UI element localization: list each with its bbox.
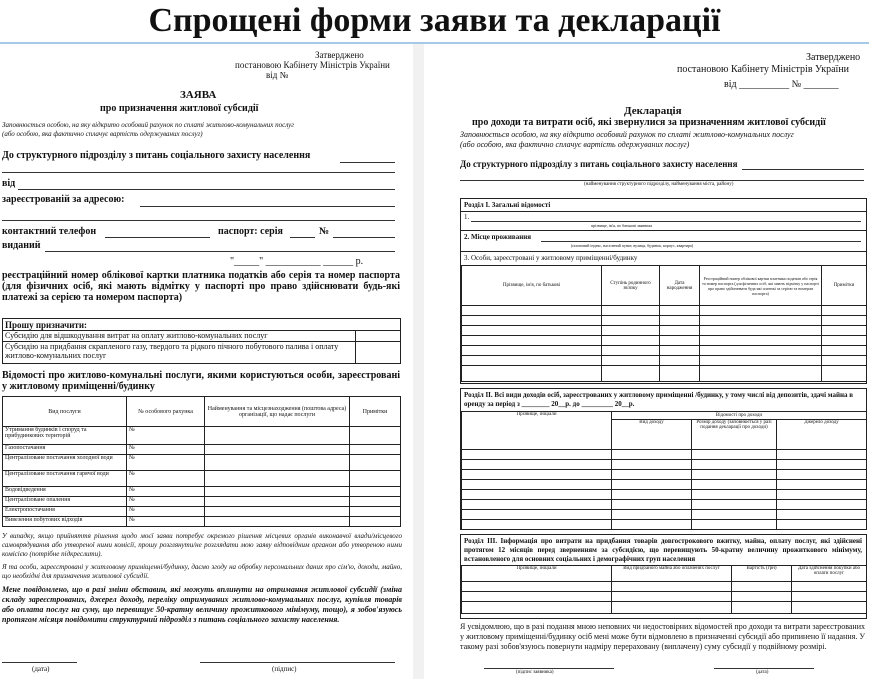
persons-header: Прізвище, ім'я, по батькові bbox=[462, 266, 602, 306]
applicant-name-caption: прізвище, ім'я, по батькові заявника bbox=[591, 223, 653, 228]
issued-label: виданий bbox=[2, 240, 41, 251]
applicant-name-row: 1. bbox=[464, 213, 470, 221]
registered-persons-label: 3. Особи, зареєстровані у житловому приміщенні/будинку bbox=[464, 254, 638, 262]
to-department: До структурного підрозділу з питань соціального захисту населення bbox=[460, 159, 738, 169]
svc-name: Утримання будинків і споруд та прибудинкових територій bbox=[3, 427, 127, 445]
services-table bbox=[2, 396, 401, 527]
approved-line3: від __________ № _______ bbox=[724, 79, 839, 90]
svc-account: № bbox=[127, 507, 205, 517]
income-header: Розмір доходу (заповнюється у разі подання декларації про доходи) bbox=[692, 420, 777, 450]
signature-caption: (підпис) bbox=[272, 665, 297, 673]
address-label: зареєстрованій за адресою: bbox=[2, 194, 125, 205]
declaration-date-caption: (дата) bbox=[756, 670, 769, 675]
svc-header: № особового рахунка bbox=[127, 397, 205, 427]
footnote-2: Я та особи, зареєстровані у житловому приміщенні/будинку, даємо згоду на обробку персональних даних про сім'ю, доходи, майно, що необхідні для призначення житлової субсидії. bbox=[2, 563, 402, 580]
registered-persons-table bbox=[461, 265, 867, 382]
application-form bbox=[0, 44, 413, 679]
title-bar bbox=[0, 0, 869, 45]
svc-name: Централізоване постачання холодної води bbox=[3, 455, 127, 471]
persons-header: Ступінь родинного зв'язку bbox=[602, 266, 660, 306]
closing-statement: Я усвідомлюю, що в разі подання мною неповних чи недостовірних відомостей про доходи та витрати зареєстрованих у житловому приміщенні/будинку осіб мені може бути відмовлено в призначенні субсидії або припинено її надання. У такому разі зобов'язуюсь повернути надміру перераховану (виплачену) суму субсидії у подвійному розмірі. bbox=[460, 622, 865, 651]
income-header: Прізвище, ініціали bbox=[462, 412, 612, 450]
svc-name: Газопостачання bbox=[3, 445, 127, 455]
slide-title: Спрощені форми заяви та декларації bbox=[148, 2, 721, 39]
svc-account: № bbox=[127, 497, 205, 507]
income-header: Вид доходу bbox=[612, 420, 692, 450]
svc-account: № bbox=[127, 517, 205, 527]
issue-date: "_____" ___________ ______ р. bbox=[230, 256, 364, 267]
persons-header: Реєстраційний номер облікової картки платника податків або серія та номер паспорта (для фізичних осіб, які мають відмітку у паспорті про право здійснювати будь-які платежі за серією та номером паспорта) bbox=[700, 266, 822, 306]
svc-name: Водовідведення bbox=[3, 487, 127, 497]
department-caption: (найменування структурного підрозділу, найменування міста, району) bbox=[584, 182, 734, 187]
svc-header: Вид послуги bbox=[3, 397, 127, 427]
request-option-2[interactable]: Субсидію на придбання скрапленого газу, твердого та рідкого пічного побутового палива і оплату житлово-комунальних послуг bbox=[5, 342, 339, 360]
footnote-3: Мене повідомлено, що в разі зміни обставин, які можуть вплинути на отримання житлової субсидії (зміна складу зареєстрованих, джерел доходу, переліку отримуваних житлово-комунальних послуг, купівля товарів або оплата послуг на суму, що перевищує 50-кратну величину прожиткового мінімуму, тощо), я зобов'язуюсь протягом місяця повідомити структурний підрозділ з питань соціального захисту населення. bbox=[2, 585, 402, 624]
request-header: Прошу призначити: bbox=[5, 320, 88, 330]
request-box bbox=[2, 318, 401, 364]
signature-date-caption: (дата) bbox=[32, 665, 50, 673]
request-option-1[interactable]: Субсидію для відшкодування витрат на оплату житлово-комунальних послуг bbox=[5, 331, 268, 340]
residence-label: 2. Місце проживання bbox=[464, 233, 532, 241]
income-header: Джерело доходу bbox=[777, 420, 867, 450]
section-3 bbox=[460, 534, 867, 619]
tax-id-text: реєстраційний номер облікової картки платника податків або серія та номер паспорта (для фізичних осіб, які мають відмітку у паспорті про право здійснювати будь-які платежі за серією та номером паспорта) bbox=[2, 270, 400, 303]
persons-header: Дата народження bbox=[660, 266, 700, 306]
svc-name: Вивезення побутових відходів bbox=[3, 517, 127, 527]
svc-name: Електропостачання bbox=[3, 507, 127, 517]
svc-header: Найменування та місцезнаходження (поштова адреса) організації, що надає послуги bbox=[205, 397, 350, 427]
form-subtitle: про призначення житлової субсидії bbox=[100, 103, 259, 114]
expenses-header: Дата здійснення покупки або оплати послуг bbox=[792, 566, 867, 582]
approved-line2: постановою Кабінету Міністрів України bbox=[677, 64, 850, 75]
page-gap bbox=[413, 44, 424, 679]
instruction-2: (або особою, яка фактично сплачує вартість одержуваних послуг) bbox=[2, 130, 203, 138]
svc-header: Примітки bbox=[350, 397, 401, 427]
instruction-1: Заповнюється особою, на яку відкрито особовий рахунок по сплаті житлово-комунальних послуг bbox=[2, 121, 294, 129]
svc-account: № bbox=[127, 427, 205, 445]
persons-header: Примітки bbox=[822, 266, 867, 306]
expenses-header: Прізвище, ініціали bbox=[462, 566, 612, 582]
phone-label: контактний телефон bbox=[2, 226, 97, 237]
svc-account: № bbox=[127, 471, 205, 487]
to-department: До структурного підрозділу з питань соціального захисту населення bbox=[2, 150, 311, 161]
passport-number: № bbox=[319, 226, 330, 237]
expenses-table bbox=[461, 565, 867, 614]
svc-name: Централізоване постачання гарячої води bbox=[3, 471, 127, 487]
from-label: від bbox=[2, 178, 16, 189]
income-table bbox=[461, 411, 867, 530]
instruction-1: Заповнюється особою, на яку відкрито особовий рахунок по сплаті житлово-комунальних послуг bbox=[460, 130, 794, 139]
expenses-header: Вартість (грн) bbox=[732, 566, 792, 582]
passport-label: паспорт: серія bbox=[218, 226, 283, 237]
section-1 bbox=[460, 198, 867, 384]
applicant-signature-caption: (підпис заявника) bbox=[516, 670, 554, 675]
section-1-title: Розділ І. Загальні відомості bbox=[464, 201, 551, 209]
svc-account: № bbox=[127, 445, 205, 455]
approved-line1: Затверджено bbox=[315, 50, 364, 60]
form-subtitle: про доходи та витрати осіб, які звернулися за призначенням житлової субсидії bbox=[472, 117, 826, 128]
svc-account: № bbox=[127, 455, 205, 471]
residence-caption: (поштовий індекс, населений пункт, вулиця, будинок, корпус, квартира) bbox=[571, 243, 694, 248]
svc-account: № bbox=[127, 487, 205, 497]
approved-line1: Затверджено bbox=[806, 52, 861, 63]
section-3-title: Розділ ІІІ. Інформація про витрати на придбання товарів довгострокового вжитку, майна, оплату послуг, які здійснені протягом 12 місяців перед зверненням за субсидією, що перевищують 50-кратну величину прожиткового мінімуму, встановленого для основних соціальних і демографічних груп населення bbox=[464, 537, 862, 563]
expenses-header: Вид придбаного майна або оплачених послуг bbox=[612, 566, 732, 582]
form-title: ЗАЯВА bbox=[180, 89, 217, 101]
svc-name: Централізоване опалення bbox=[3, 497, 127, 507]
services-text: Відомості про житлово-комунальні послуги, якими користуються особи, зареєстровані у житловому приміщенні/будинку bbox=[2, 370, 400, 392]
approved-line2: постановою Кабінету Міністрів України bbox=[235, 60, 390, 70]
form-title: Декларація bbox=[624, 105, 682, 117]
instruction-2: (або особою, яка фактично сплачує вартість одержуваних послуг) bbox=[460, 140, 690, 149]
income-header: Відомості про доходи bbox=[612, 412, 867, 420]
section-2 bbox=[460, 388, 867, 530]
declaration-form bbox=[424, 44, 869, 679]
footnote-1: У випадку, якщо прийняття рішення щодо моєї заяви потребує окремого рішення місцевих органів виконавчої влади/місцевого самоврядування або утвореної ними комісії, прошу розглянути/не розглядати мою заяву відповідним органом або утвореною ними комісією (потрібне підкреслити). bbox=[2, 532, 402, 558]
approved-line3: від № bbox=[266, 70, 289, 80]
section-2-title: Розділ ІІ. Всі види доходів осіб, зареєстрованих у житловому приміщенні /будинку, у тому числі від депозитів, здачі майна в оренду за період з ________ 20__р. до _________ 20__р. bbox=[464, 391, 854, 408]
